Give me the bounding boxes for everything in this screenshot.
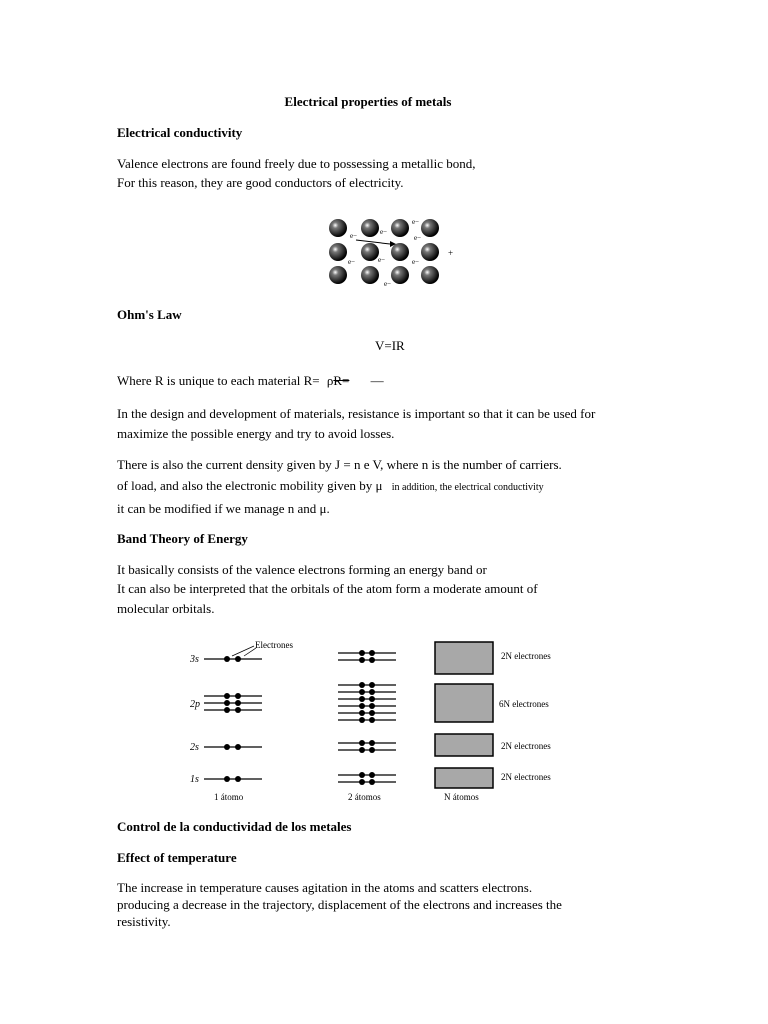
ohm-para2-line3: it can be modified if we manage n and μ. bbox=[117, 501, 330, 516]
col-label-1-atom: 1 átomo bbox=[214, 792, 244, 802]
level-2s: 2s bbox=[190, 742, 199, 753]
electron-label: e− bbox=[378, 256, 386, 264]
ohms-law-formula: V=IR bbox=[375, 338, 405, 353]
two-atom-levels bbox=[338, 653, 396, 782]
band-label-2p: 6N electrones bbox=[499, 699, 549, 709]
band-labels bbox=[499, 651, 551, 782]
heading-control-conductividad: Control de la conductividad de los metales bbox=[117, 819, 352, 834]
col-label-n-atoms: N átomos bbox=[444, 792, 479, 802]
electron-label: e− bbox=[350, 232, 358, 240]
one-atom-levels bbox=[204, 659, 262, 779]
band-line-1: It basically consists of the valence electrons forming an energy band or bbox=[117, 562, 487, 577]
band-label-1s: 2N electrones bbox=[501, 772, 551, 782]
heading-effect-temperature: Effect of temperature bbox=[117, 850, 237, 865]
r-equals: R= bbox=[333, 373, 350, 388]
electron-label: e− bbox=[384, 280, 392, 288]
band-label-2s: 2N electrones bbox=[501, 741, 551, 751]
temp-line-3: resistivity. bbox=[117, 914, 171, 929]
conductivity-line-1: Valence electrons are found freely due to possessing a metallic bond, bbox=[117, 156, 476, 171]
electron-label: e− bbox=[380, 228, 388, 236]
n-atom-bands bbox=[435, 642, 493, 788]
electron-label: e− bbox=[412, 258, 420, 266]
two-atom-electrons bbox=[359, 650, 375, 785]
ohm-para2-line2 bbox=[117, 478, 544, 494]
heading-electrical-conductivity: Electrical conductivity bbox=[117, 125, 243, 140]
temp-line-1: The increase in temperature causes agitation in the atoms and scatters electrons. bbox=[117, 880, 533, 895]
fraction-dash: — bbox=[370, 373, 384, 388]
heading-ohms-law: Ohm's Law bbox=[117, 307, 182, 322]
metallic-bond-figure bbox=[320, 212, 460, 290]
level-1s: 1s bbox=[190, 774, 199, 785]
heading-band-theory: Band Theory of Energy bbox=[117, 531, 248, 546]
one-atom-electrons bbox=[224, 656, 241, 782]
electron-labels bbox=[348, 218, 421, 288]
band-line-2: It can also be interpreted that the orbitals of the atom form a moderate amount of bbox=[117, 581, 538, 596]
electron-label: e− bbox=[414, 234, 422, 242]
ohm-para1-line1: In the design and development of materials, resistance is important so that it can be used for bbox=[117, 406, 596, 421]
level-labels bbox=[189, 654, 200, 785]
level-3s: 3s bbox=[190, 654, 199, 665]
temp-line-2: producing a decrease in the trajectory, displacement of the electrons and increases the bbox=[117, 897, 562, 912]
column-labels bbox=[214, 792, 479, 802]
conductivity-line-2: For this reason, they are good conductors of electricity. bbox=[117, 175, 404, 190]
band-line-3: molecular orbitals. bbox=[117, 601, 215, 616]
page-title: Electrical properties of metals bbox=[284, 94, 452, 109]
plus-sign: + bbox=[448, 248, 454, 258]
ohm-para2-line2a: of load, and also the electronic mobility given by μ bbox=[117, 478, 383, 493]
ohm-para2-line1: There is also the current density given by J = n e V, where n is the number of carriers. bbox=[117, 457, 562, 472]
ohm-para2-line2b: in addition, the electrical conductivity bbox=[391, 482, 544, 493]
electrones-label: Electrones bbox=[255, 640, 293, 650]
ohm-para1-line2: maximize the possible energy and try to avoid losses. bbox=[117, 426, 395, 441]
electron-label: e− bbox=[412, 218, 420, 226]
resistance-definition bbox=[117, 373, 384, 389]
col-label-2-atoms: 2 átomos bbox=[348, 792, 381, 802]
band-label-3s: 2N electrones bbox=[501, 651, 551, 661]
band-diagram-figure bbox=[180, 632, 580, 804]
where-line: Where R is unique to each material R= bbox=[117, 373, 320, 388]
rho-symbol: ρ bbox=[326, 373, 334, 388]
level-2p: 2p bbox=[190, 699, 200, 710]
electron-arrow bbox=[356, 240, 390, 244]
electron-label: e− bbox=[348, 258, 356, 266]
